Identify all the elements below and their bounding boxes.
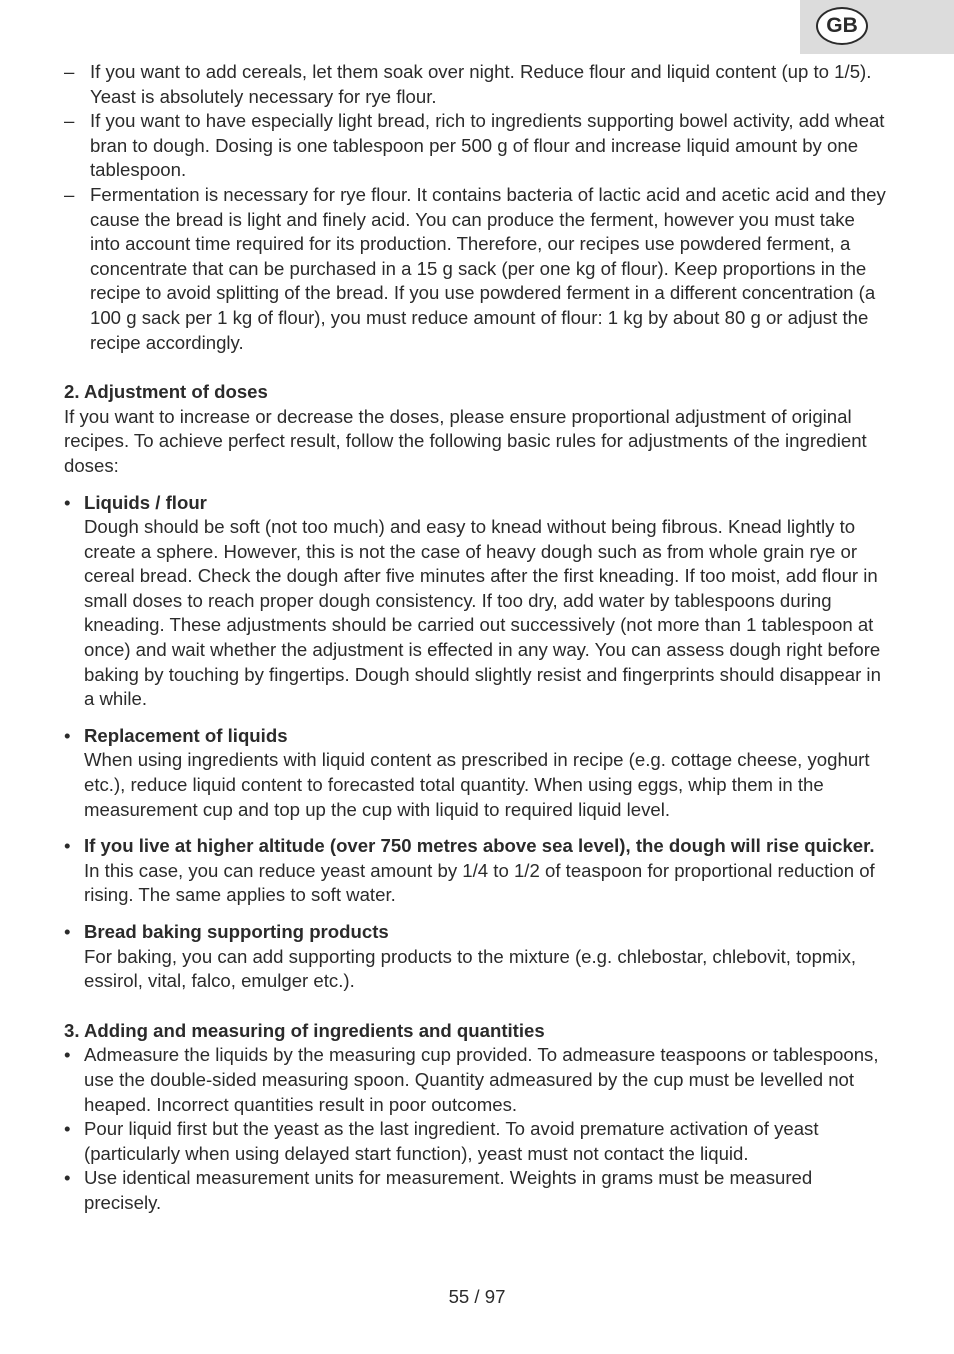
list-item-text: Fermentation is necessary for rye flour. It contains bacteria of lactic acid and acetic acid and they cause the bread is light and finely acid. You can produce the ferment, however you must take into account time required for its production. Therefore, our recipes use powdered ferment, a concentrate that can be purchased in a 15 g sack (per one kg of flour). Keep proportions in the recipe to avoid splitting of the bread. If you use powdered ferment in a different concentration (a 100 g sack per 1 kg of flour), you must reduce amount of flour: 1 kg by about 80 g or adjust the recipe accordingly. <box>90 183 886 353</box>
section-heading-adjustment: 2. Adjustment of doses <box>64 381 268 403</box>
list-item <box>64 834 890 908</box>
section-intro: If you want to increase or decrease the doses, please ensure proportional adjustment of original recipes. To achieve perfect result, follow the following basic rules for adjustments of the ingredient doses: <box>64 405 867 476</box>
intro-list <box>64 60 890 355</box>
list-item <box>64 920 890 994</box>
bullet-marker: • <box>64 1044 71 1066</box>
bullet-marker: • <box>64 921 71 942</box>
bullet-marker: • <box>64 1167 71 1189</box>
dash-marker: – <box>64 61 75 82</box>
list-item-text: Use identical measurement units for measurement. Weights in grams must be measured precisely. <box>84 1167 813 1213</box>
list-item-text: If you want to add cereals, let them soak over night. Reduce flour and liquid content (up to 1/5). Yeast is absolutely necessary for rye flour. <box>90 61 872 107</box>
bullet-body: For baking, you can add supporting products to the mixture (e.g. chlebostar, chlebovit, topmix, essirol, vital, falco, emulger etc.). <box>84 945 857 992</box>
bullet-title: Replacement of liquids <box>84 724 288 746</box>
dash-marker: – <box>64 183 75 205</box>
bullet-title: If you live at higher altitude (over 750 metres above sea level), the dough will rise quicker. <box>84 835 875 857</box>
dash-marker: – <box>64 110 75 132</box>
list-item-text: If you want to have especially light bread, rich to ingredients supporting bowel activity, add wheat bran to dough. Dosing is one tablespoon per 500 g of flour and increase liquid amount by one tablespoon. <box>90 110 885 181</box>
page-content <box>64 60 890 1216</box>
bullet-marker: • <box>64 1118 71 1140</box>
bullet-marker: • <box>64 835 71 857</box>
bullet-title: Liquids / flour <box>84 491 207 513</box>
list-item <box>64 724 890 822</box>
list-item <box>64 491 890 712</box>
page-number: 55 / 97 <box>448 1286 506 1307</box>
list-item <box>64 60 890 109</box>
bullet-marker: • <box>64 724 71 746</box>
bullet-body: When using ingredients with liquid content as prescribed in recipe (e.g. cottage cheese, yoghurt etc.), reduce liquid content to forecasted total quantity. When using eggs, whip them in the measurement cup and top up the cup with liquid to required liquid level. <box>84 749 870 820</box>
language-badge: GB <box>816 7 868 45</box>
list-item <box>64 1166 890 1215</box>
list-item <box>64 1043 890 1117</box>
section-heading-measuring: 3. Adding and measuring of ingredients and quantities <box>64 1019 545 1041</box>
bullet-body: In this case, you can reduce yeast amount by 1/4 to 1/2 of teaspoon for proportional reduction of rising. The same applies to soft water. <box>84 859 875 906</box>
bullet-marker: • <box>64 491 71 513</box>
bullet-body: Dough should be soft (not too much) and easy to knead without being fibrous. Knead lightly to create a sphere. However, this is not the case of heavy dough such as from whole grain rye or cereal bread. Check the dough after five minutes after the first kneading. If too moist, add flour in small doses to reach proper dough consistency. If too dry, add water by tablespoons during kneading. These adjustments should be carried out successively (not more than 1 tablespoon at once) and wait whether the adjustment is effected in any way. You can assess dough right before baking by touching by fingertips. Dough should slightly resist and fingerprints should disappear in a while. <box>84 516 881 710</box>
list-item <box>64 109 890 183</box>
list-item-text: Admeasure the liquids by the measuring cup provided. To admeasure teaspoons or tablespoons, use the double-sided measuring spoon. Quantity admeasured by the cup must be levelled not heaped. Incorrect quantities result in poor outcomes. <box>84 1044 879 1115</box>
list-item <box>64 183 890 355</box>
language-tab <box>800 0 954 54</box>
list-item <box>64 1117 890 1166</box>
list-item-text: Pour liquid first but the yeast as the last ingredient. To avoid premature activation of yeast (particularly when using delayed start function), yeast must not contact the liquid. <box>84 1118 819 1164</box>
bullet-title: Bread baking supporting products <box>84 921 389 942</box>
